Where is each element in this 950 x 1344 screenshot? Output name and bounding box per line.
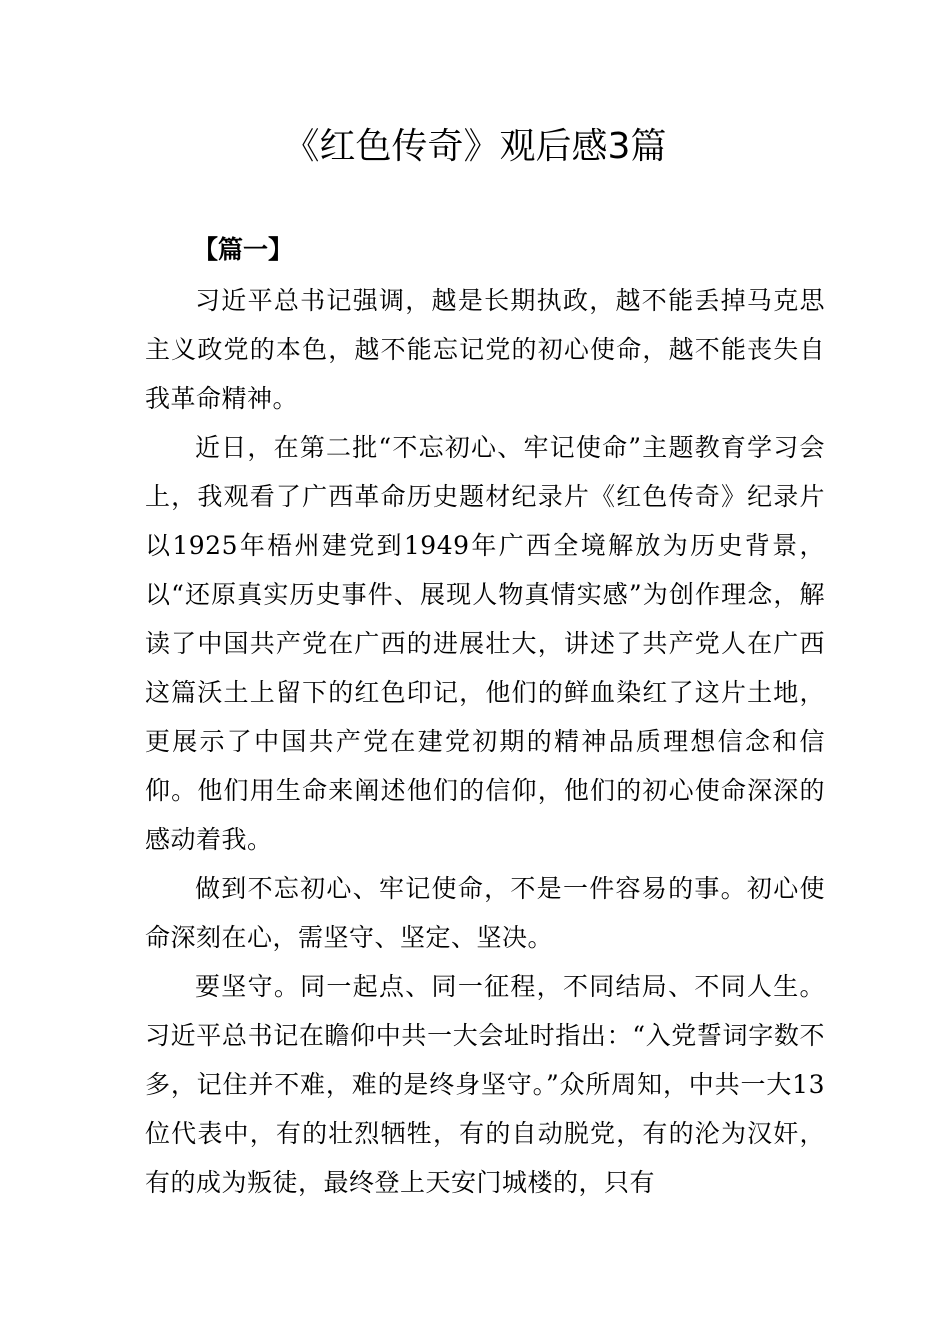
paragraph: 近日，在第二批“不忘初心、牢记使命”主题教育学习会上，我观看了广西革命历史题材纪录片《红色传奇》纪录片以1925年梧州建党到1949年广西全境解放为历史背景，以“还原真实历史事件、展现人物真情实感”为创作理念，解读了中国共产党在广西的进展壮大，讲述了共产党人在广西这篇沃土上留下的红色印记，他们的鲜血染红了这片土地，更展示了中国共产党在建党初期的精神品质理想信念和信仰。他们用生命来阐述他们的信仰，他们的初心使命深深的感动着我。 bbox=[145, 433, 825, 854]
paragraph: 习近平总书记强调，越是长期执政，越不能丢掉马克思主义政党的本色，越不能忘记党的初心使命，越不能丧失自我革命精神。 bbox=[145, 286, 825, 413]
page-title: 《红色传奇》观后感3篇 bbox=[283, 126, 667, 167]
section-heading: 【篇一】 bbox=[193, 235, 294, 264]
paragraph: 做到不忘初心、牢记使命，不是一件容易的事。初心使命深刻在心，需坚守、坚定、坚决。 bbox=[145, 874, 825, 952]
paragraph: 要坚守。同一起点、同一征程，不同结局、不同人生。习近平总书记在瞻仰中共一大会址时指出：“入党誓词字数不多，记住并不难，难的是终身坚守。”众所周知，中共一大13位代表中，有的壮烈牺牲，有的自动脱党，有的沦为汉奸，有的成为叛徒，最终登上天安门城楼的，只有 bbox=[145, 972, 825, 1197]
body-text bbox=[145, 276, 825, 1207]
